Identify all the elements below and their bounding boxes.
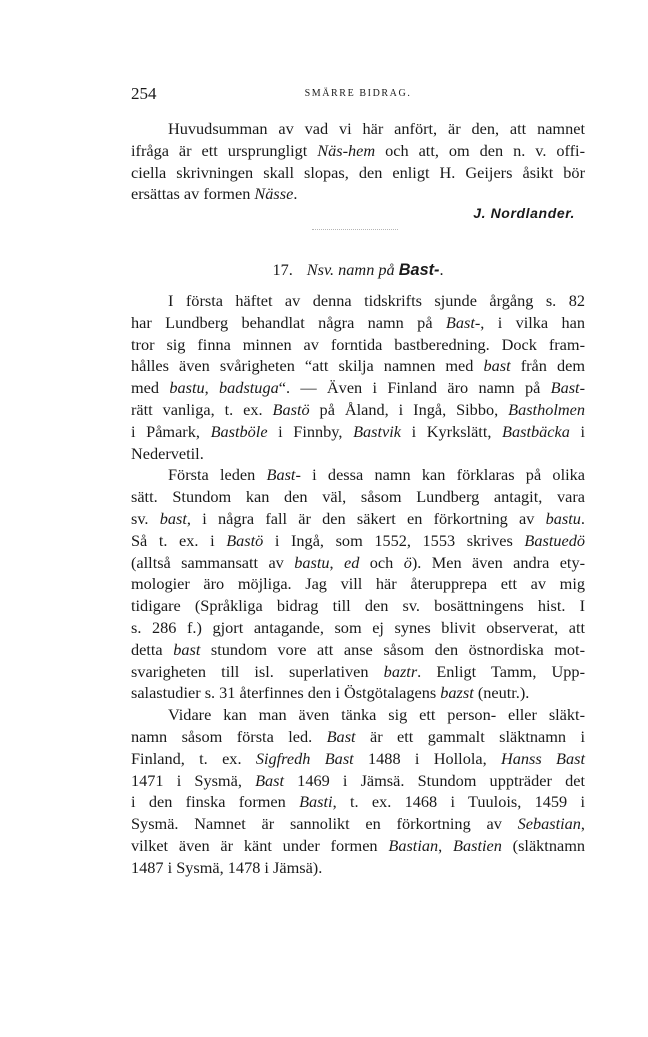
text-run: sv.: [131, 508, 160, 528]
text-line: [131, 140, 585, 162]
italic-term: bastu: [169, 378, 205, 398]
text-run: , i några fall är den säkert en förkortning av: [186, 508, 546, 528]
italic-term: Bastö: [226, 530, 264, 550]
section-number: 17.: [272, 260, 293, 279]
paragraph: [131, 704, 585, 878]
text-run: i Kyrkslätt,: [401, 421, 503, 441]
italic-term: bazst: [440, 683, 474, 703]
text-line: [131, 290, 585, 312]
text-run: på Åland, i Ingå, Sibbo,: [309, 399, 509, 419]
italic-term: bast: [159, 508, 187, 528]
section-title-end: .: [439, 260, 444, 279]
italic-term: Sebastian: [517, 814, 581, 834]
author-signature: J. Nordlander.: [473, 205, 575, 221]
text-run: stundom vore att anse såsom den östnordiska mot-: [200, 639, 586, 659]
text-line: [131, 355, 585, 377]
text-run: svarigheten till isl. superlativen: [131, 661, 384, 681]
paragraph: [131, 464, 585, 704]
text-line: [131, 162, 585, 184]
italic-term: Bastvik: [353, 421, 401, 441]
italic-term: Bastbäcka: [502, 421, 570, 441]
text-line: [131, 443, 585, 465]
text-run: och att, om den n. v. offi-: [375, 140, 585, 160]
text-line: [131, 464, 585, 486]
text-run: i: [569, 421, 585, 441]
section-divider: [312, 229, 398, 230]
italic-term: Nässe: [254, 184, 294, 204]
text-line: [131, 595, 585, 617]
text-line: [131, 312, 585, 334]
section-title-bold: Bast-: [398, 261, 440, 279]
italic-term: bast: [173, 639, 201, 659]
text-run: i Ingå, som 1552, 1553 skrives: [263, 530, 525, 550]
text-run: 1488 i Hollola,: [353, 748, 501, 768]
italic-term: Bast-: [550, 378, 585, 398]
text-line: [131, 639, 585, 661]
text-run: (neutr.).: [473, 683, 530, 703]
italic-term: Hanss Bast: [501, 748, 585, 768]
running-title: SMÄRRE BIDRAG.: [304, 88, 412, 99]
text-run: . Enligt Tamm, Upp-: [417, 661, 585, 681]
text-run: Så t. ex. i: [131, 530, 227, 550]
text-line: [131, 857, 585, 879]
text-run: sätt. Stundom kan den väl, såsom Lundberg antagit, vara: [131, 487, 585, 507]
text-run: från dem: [510, 356, 585, 376]
italic-term: Näs-hem: [317, 140, 376, 160]
text-run: ciella skrivningen skall slopas, den enligt H. Geijers åsikt bör: [131, 162, 585, 182]
text-run: .: [580, 508, 585, 528]
text-line: [131, 704, 585, 726]
text-line: [131, 183, 585, 205]
text-run: hålles även svårigheten “att skilja namnen med: [131, 356, 484, 376]
text-line: [131, 334, 585, 356]
italic-term: Bastien: [453, 835, 502, 855]
italic-term: Basti: [299, 792, 333, 812]
text-run: “. — Även i Finland äro namn på: [278, 378, 551, 398]
text-line: [131, 377, 585, 399]
text-run: (alltså sammansatt av: [131, 552, 295, 572]
text-run: ersättas av formen: [131, 184, 255, 204]
text-run: s. 286 f.) gjort antagande, som ej synes blivit observerat, att: [131, 617, 585, 637]
text-run: tror sig finna minnen av forntida bastberedning. Dock fram-: [131, 334, 585, 354]
italic-term: Bastböle: [210, 421, 268, 441]
text-line: [131, 421, 585, 443]
text-run: salastudier s. 31 återfinnes den i Östgötalagens: [131, 683, 441, 703]
italic-term: ö: [403, 552, 412, 572]
text-line: [131, 118, 585, 140]
section-1-body: [131, 118, 585, 205]
text-line: [131, 508, 585, 530]
text-line: [131, 813, 585, 835]
italic-term: ed: [344, 552, 360, 572]
page-number: 254: [131, 84, 157, 103]
text-run: Vidare kan man även tänka sig ett person- eller släkt-: [168, 705, 585, 725]
italic-term: bastu: [294, 552, 330, 572]
section-2-body: [131, 290, 585, 879]
italic-term: bast: [483, 356, 511, 376]
text-run: Första leden: [168, 465, 267, 485]
italic-term: Bast: [255, 770, 285, 790]
italic-term: Bast: [326, 726, 356, 746]
text-run: , t. ex. 1468 i Tuulois, 1459 i: [332, 792, 585, 812]
text-line: [131, 770, 585, 792]
paragraph: [131, 118, 585, 205]
text-run: ,: [204, 378, 220, 398]
italic-term: Bastian: [388, 835, 439, 855]
text-run: ,: [580, 814, 585, 834]
section-title-italic: Nsv. namn på: [306, 260, 399, 279]
text-run: är ett gammalt släktnamn i: [355, 726, 586, 746]
text-run: ifråga är ett ursprungligt: [131, 140, 318, 160]
text-run: och: [359, 552, 404, 572]
text-run: 1487 i Sysmä, 1478 i Jämsä).: [131, 857, 323, 877]
text-run: Finland, t. ex.: [131, 748, 256, 768]
italic-term: Sigfredh Bast: [255, 748, 354, 768]
section-heading: [131, 259, 585, 281]
text-line: [131, 791, 585, 813]
text-run: .: [293, 184, 298, 204]
text-run: vilket även är känt under formen: [131, 835, 389, 855]
text-line: [131, 399, 585, 421]
text-line: [131, 617, 585, 639]
paragraph: [131, 290, 585, 464]
text-run: Nedervetil.: [131, 443, 204, 463]
text-line: [131, 552, 585, 574]
text-run: detta: [131, 639, 174, 659]
text-run: 1471 i Sysmä,: [131, 770, 256, 790]
italic-term: bastu: [545, 508, 581, 528]
italic-term: badstuga: [219, 378, 279, 398]
text-run: Huvudsumman av vad vi här anfört, är den, att namnet: [168, 119, 585, 138]
italic-term: baztr: [383, 661, 418, 681]
text-run: ,: [329, 552, 345, 572]
italic-term: Bast-: [266, 465, 301, 485]
text-line: [131, 682, 585, 704]
text-run: mologier äro möjliga. Jag vill här återupprepa ett av mig: [131, 574, 585, 594]
italic-term: Bastuedö: [524, 530, 585, 550]
text-line: [131, 748, 585, 770]
text-line: [131, 726, 585, 748]
text-run: har Lundberg behandlat några namn på: [131, 312, 446, 332]
text-run: med: [131, 378, 170, 398]
text-run: (släktnamn: [501, 835, 586, 855]
italic-term: Bast-: [445, 312, 481, 332]
text-run: Sysmä. Namnet är sannolikt en förkortning av: [131, 814, 518, 834]
text-line: [131, 573, 585, 595]
italic-term: Bastholmen: [508, 399, 585, 419]
running-head: [131, 84, 585, 104]
text-run: , i vilka han: [480, 312, 585, 332]
text-run: namn såsom första led.: [131, 726, 327, 746]
text-run: i Finnby,: [267, 421, 354, 441]
text-run: I första häftet av denna tidskrifts sjunde årgång s. 82: [168, 291, 585, 310]
text-line: [131, 486, 585, 508]
text-run: ,: [438, 835, 454, 855]
text-line: [131, 530, 585, 552]
text-run: 1469 i Jämsä. Stundom uppträder det: [284, 770, 585, 790]
text-run: i Påmark,: [131, 421, 211, 441]
text-run: rätt vanliga, t. ex.: [131, 399, 273, 419]
text-run: i den finska formen: [131, 792, 300, 812]
text-line: [131, 835, 585, 857]
text-run: tidigare (Språkliga bidrag till den sv. bosättningens hist. I: [131, 596, 585, 616]
text-run: i dessa namn kan förklaras på olika: [300, 465, 585, 485]
text-line: [131, 661, 585, 683]
text-run: ). Men även andra ety-: [411, 552, 586, 572]
italic-term: Bastö: [272, 399, 310, 419]
